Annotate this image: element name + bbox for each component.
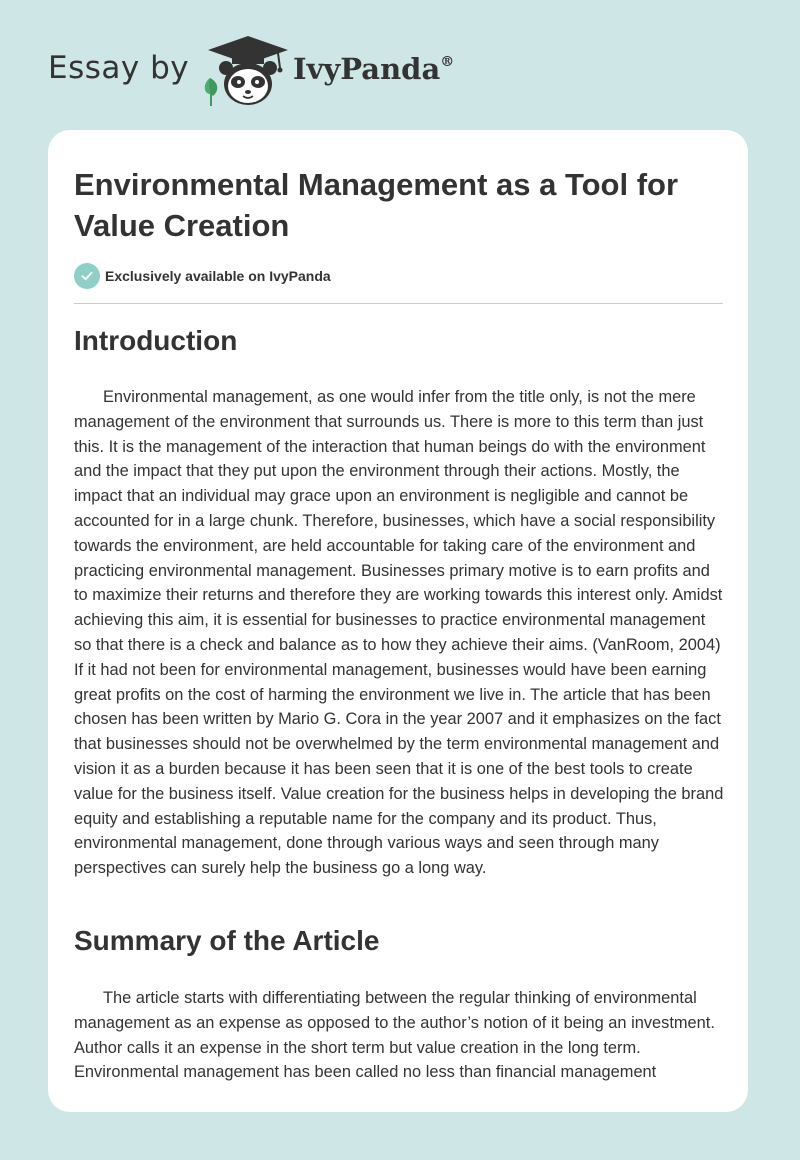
essay-by-label: Essay by — [48, 50, 190, 86]
section-heading-summary: Summary of the Article — [74, 925, 380, 956]
brand-name[interactable]: IvyPanda® — [293, 52, 455, 86]
badge-text: Exclusively available on IvyPanda — [105, 268, 331, 284]
site-header — [0, 0, 800, 130]
section-heading-introduction: Introduction — [74, 325, 238, 356]
divider — [74, 303, 723, 304]
section-paragraph-summary: The article starts with differentiating between the regular thinking of environmental management as an expense as opposed to the author’s notion of it being an investment. Author calls it an expense in the short term but value creation in the long term. Environmental management has been called no less than financial management — [74, 989, 715, 1082]
section-paragraph-introduction: Environmental management, as one would infer from the title only, is not the mere management of the environment that surrounds us. There is more to this term than just this. It is the management of the interaction that human beings do with the environment and the impact that they put upon the environment through their actions. Mostly, the impact that an individual may grace upon an environment is negligible and cannot be accounted for in a large chunk. Therefore, businesses, which have a social responsibility towards the environment, are held accountable for taking care of the environment and practicing environmental management. Businesses primary motive is to earn profits and to maximize their returns and therefore they are working towards this interest only. Amidst achieving this aim, it is essential for businesses to practice environmental management so that there is a check and balance as to how they achieve their aims. (VanRoom, 2004) If it had not been for environmental management, businesses would have been earning great profits on the cost of harming the environment we live in. The article that has been chosen has been written by Mario G. Cora in the year 2007 and it emphasizes on the fact that businesses should not be overwhelmed by the term environmental management and vision it as a burden because it has been seen that it is one of the best tools to create value for the business itself. Value creation for the business helps in developing the brand equity and establishing a reputable name for the company and its product. Thus, environmental management, done through various ways and seen through many perspectives can surely help the business go a long way. — [74, 388, 724, 878]
registered-mark: ® — [440, 54, 455, 71]
page-title: Environmental Management as a Tool for Value Creation — [74, 167, 679, 243]
exclusive-badge — [74, 263, 331, 289]
article-card — [48, 130, 748, 1112]
panda-graduate-icon — [200, 34, 290, 110]
check-icon — [74, 263, 100, 289]
